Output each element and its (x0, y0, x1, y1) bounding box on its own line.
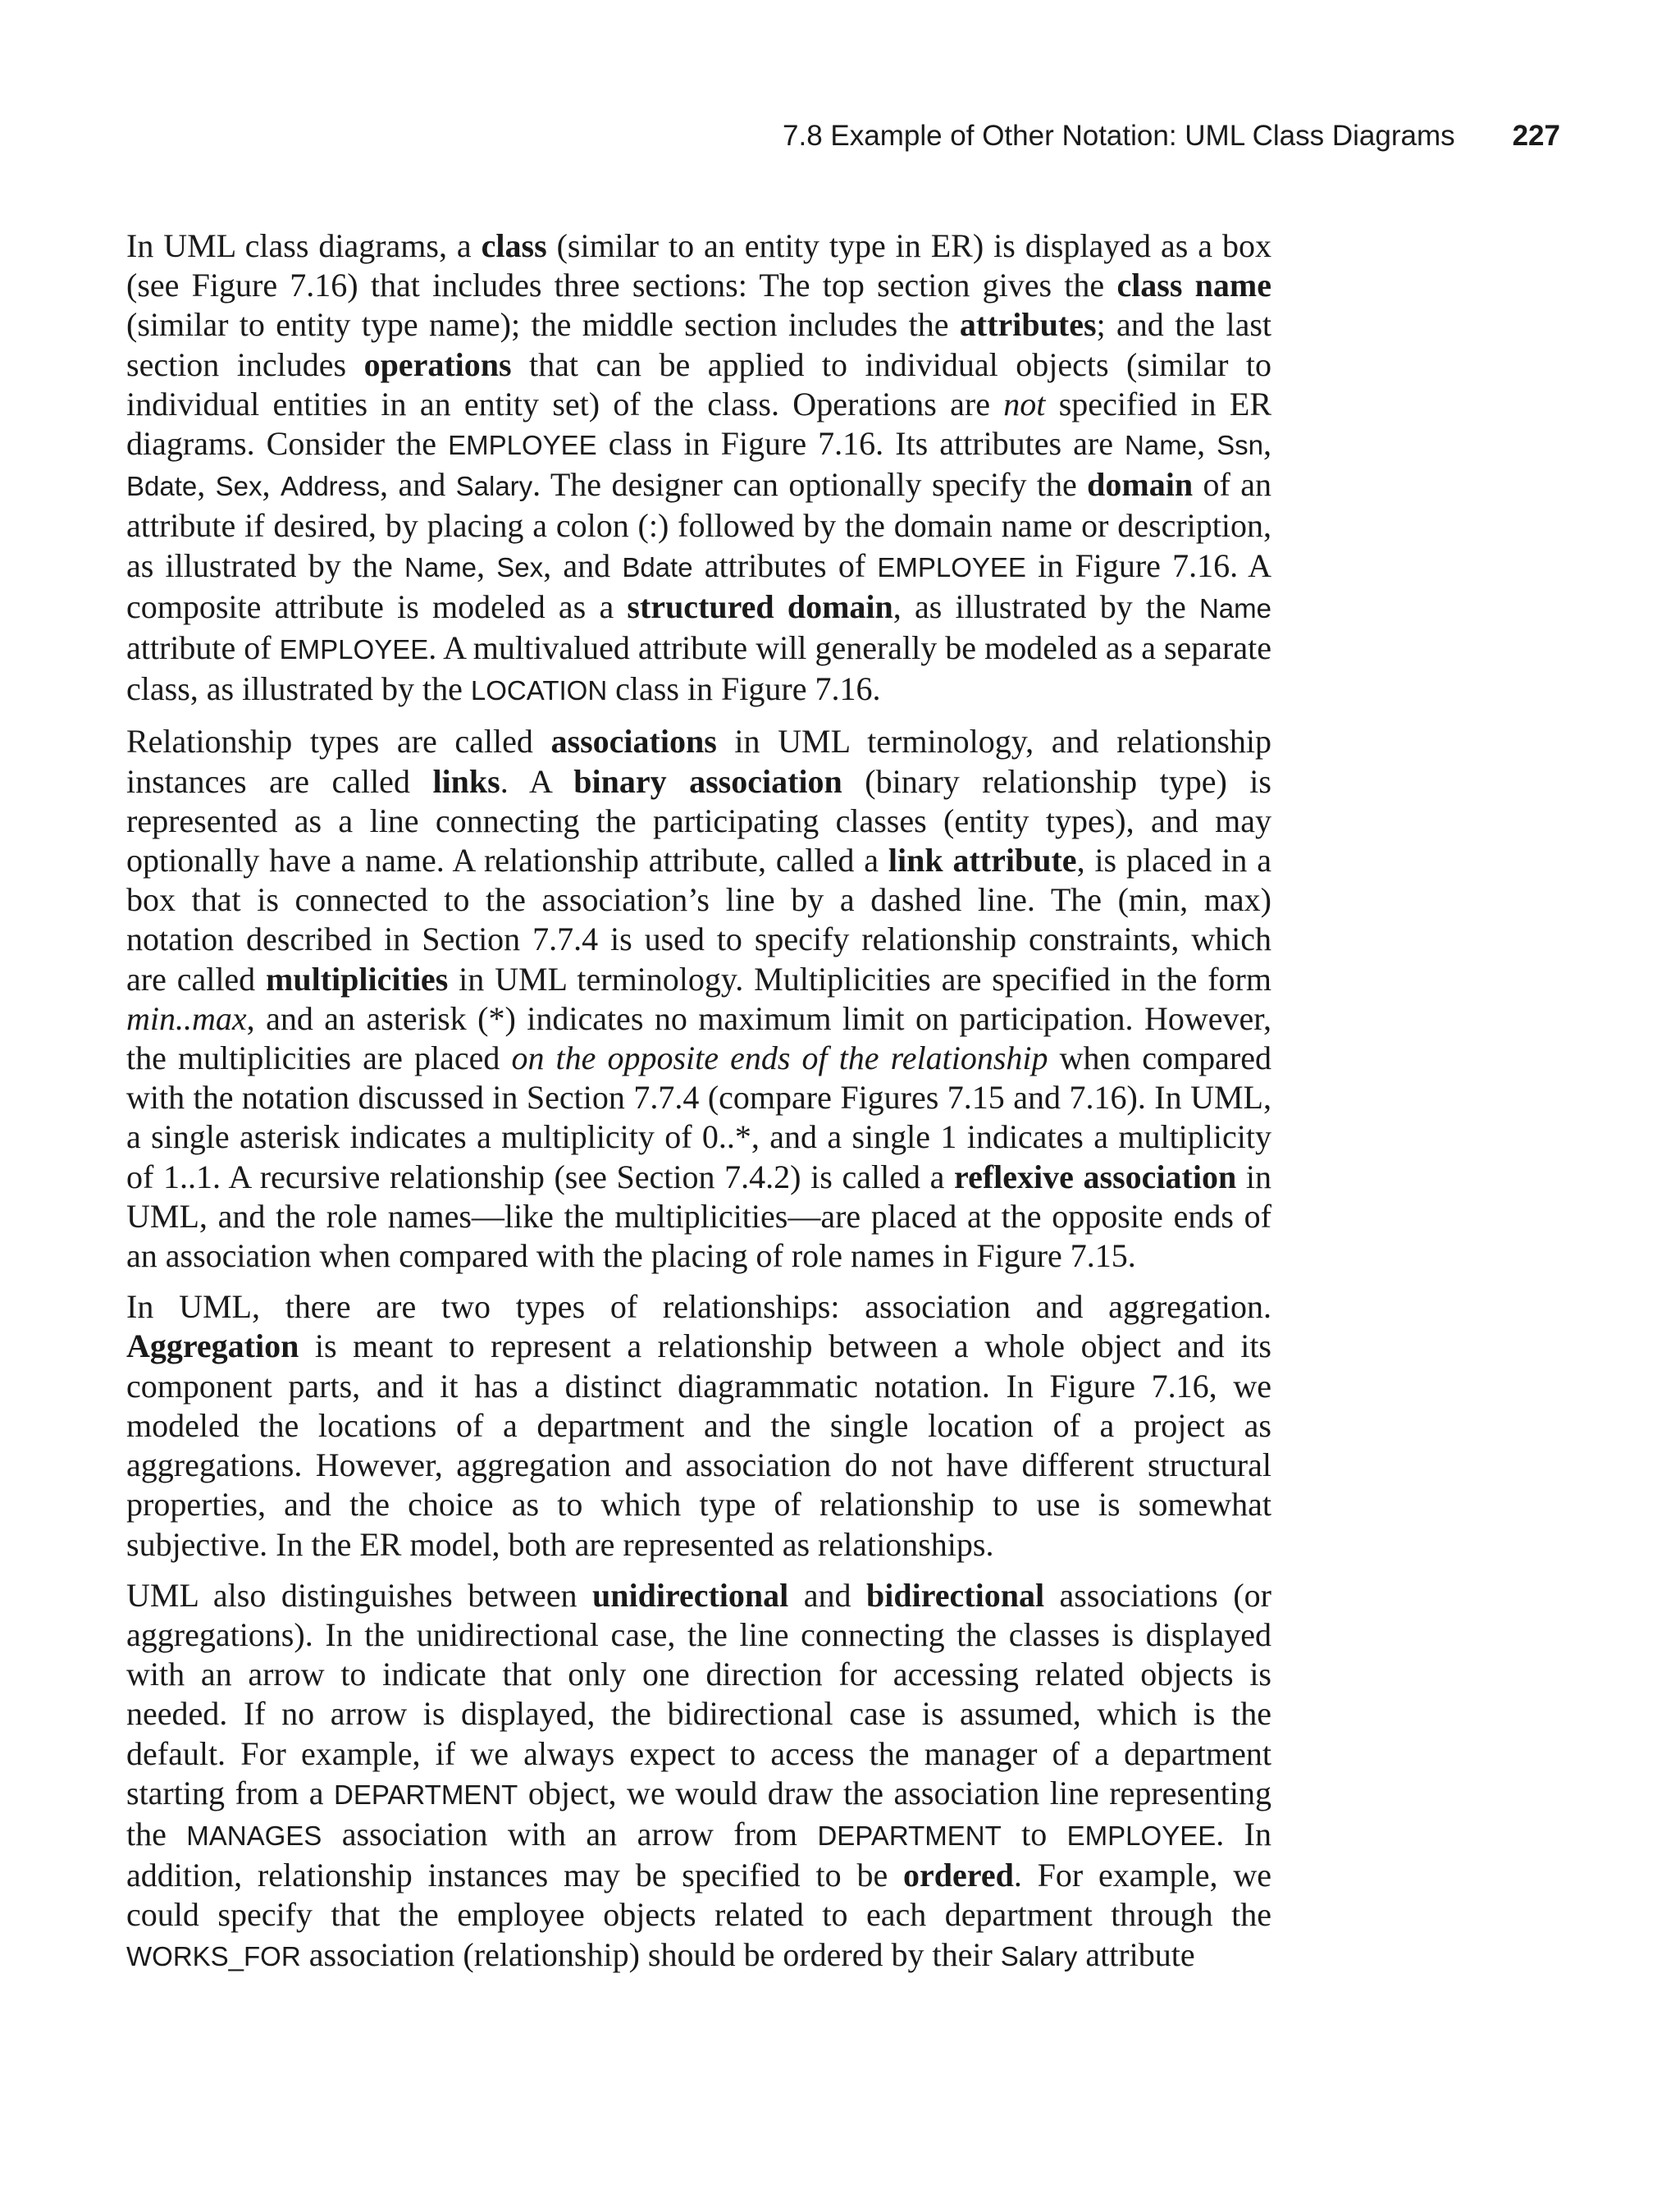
sans-term: Salary (1000, 1940, 1078, 1971)
bold-term: links (432, 762, 500, 800)
text-run: UML also distinguishes between (126, 1576, 592, 1614)
text-run: attribute (1077, 1935, 1195, 1973)
italic-text: min..max (126, 999, 247, 1037)
bold-term: operations (363, 345, 512, 383)
section-title: 7.8 Example of Other Notation: UML Class Diagrams (783, 120, 1455, 152)
body-text (126, 226, 1271, 1988)
sans-term: DEPARTMENT (817, 1820, 1002, 1851)
text-run: , is placed in a box that is connected to the association’s line by a dashed line. The (min, max) notation described in Section 7.7.4 is used to specify relationship constraints, which are called (126, 842, 1272, 998)
text-run: , (1263, 425, 1272, 463)
sans-term: EMPLOYEE (1066, 1820, 1217, 1851)
paragraph-directionality (126, 1576, 1271, 1976)
sans-term: Name (1198, 592, 1271, 624)
paragraph-associations (126, 722, 1271, 1276)
sans-term: Address (280, 471, 381, 502)
text-run: , (1197, 425, 1217, 463)
text-run: In UML class diagrams, a (126, 227, 482, 264)
bold-term: reflexive association (954, 1158, 1237, 1195)
text-run: In UML, there are two types of relationships: association and aggregation. (126, 1288, 1271, 1326)
text-run: . A (500, 762, 574, 800)
text-run: , (262, 466, 281, 504)
text-run: . In addition, relationship instances may be specified to be (126, 1815, 1271, 1894)
text-run: specified in ER diagrams. Consider the (126, 385, 1271, 463)
text-run: (similar to an entity type in ER) is displayed as a box (see Figure 7.16) that includes three sections: The top section gives the (126, 227, 1272, 304)
sans-term: MANAGES (186, 1820, 322, 1851)
text-run: object, we would draw the association line representing the (126, 1774, 1271, 1853)
sans-term: EMPLOYEE (279, 634, 429, 665)
sans-term: EMPLOYEE (448, 430, 597, 461)
text-run: , and (543, 546, 623, 584)
bold-term: attributes (959, 306, 1097, 344)
text-run: association with an arrow from (322, 1815, 818, 1853)
bold-term: multiplicities (266, 960, 449, 998)
bold-term: domain (1087, 466, 1194, 504)
sans-term: Name (1125, 430, 1198, 461)
sans-term: Name (404, 551, 477, 582)
paragraph-aggregation (126, 1287, 1271, 1564)
text-run: of an attribute if desired, by placing a colon (:) followed by the domain name or description, as illustrated by the (126, 466, 1272, 584)
text-run: Relationship types are called (126, 723, 551, 761)
sans-term: Sex (215, 471, 262, 502)
text-run: (binary relationship type) is represented as a line connecting the participating classes (entity types), and may optionally have a name. A relationship attribute, called a (126, 762, 1271, 879)
text-run: . A multivalued attribute will generally be modeled as a separate class, as illustrated by the (126, 629, 1271, 708)
text-run: is meant to represent a relationship between a whole object and its component parts, and it has a distinct diagrammatic notation. In Figure 7.16, we modeled the locations of a department and the single location of a project as aggregations. However, aggregation and association do not have different structural properties, and the choice as to which type of relationship to use is somewhat subjective. In the ER model, both are represented as relationships. (126, 1327, 1271, 1563)
sans-term: LOCATION (470, 675, 608, 706)
bold-term: Aggregation (126, 1327, 299, 1365)
bold-term: binary association (573, 762, 842, 800)
text-run: associations (or aggregations). In the unidirectional case, the line connecting the classes is displayed with an arrow to indicate that only one direction for accessing related objects is needed. If no arrow is displayed, the bidirectional case is assumed, which is the default. For example, if we always expect to access the manager of a department starting from a (126, 1576, 1271, 1811)
text-run: , as illustrated by the (892, 587, 1199, 625)
text-run: in UML terminology. Multiplicities are specified in the form (448, 960, 1271, 998)
bold-term: unidirectional (591, 1576, 789, 1614)
text-run: . For example, we could specify that the employee objects related to each department through the (126, 1857, 1271, 1934)
text-run: in UML, and the role names—like the multiplicities—are placed at the opposite ends of an association when compared with the placing of role names in Figure 7.15. (126, 1158, 1272, 1275)
bold-term: class (481, 227, 547, 264)
text-run: in UML terminology, and relationship instances are called (126, 723, 1271, 800)
text-run: (similar to entity type name); the middle section includes the (126, 306, 960, 344)
bold-term: bidirectional (866, 1576, 1045, 1614)
text-run: association (relationship) should be ordered by their (300, 1935, 1001, 1973)
text-run: . The designer can optionally specify the (532, 466, 1088, 504)
bold-term: link attribute (888, 842, 1077, 879)
text-run: ; and the last section includes (126, 306, 1272, 383)
text-run: to (1001, 1815, 1067, 1853)
text-run: , and an asterisk (*) indicates no maximum limit on participation. However, the multiplicities are placed (126, 999, 1271, 1077)
text-run: , and (380, 466, 456, 504)
text-run: that can be applied to individual objects (similar to individual entities in an entity set) of the class. Operations are (126, 345, 1271, 423)
sans-term: EMPLOYEE (877, 551, 1026, 582)
italic-text: on the opposite ends of the relationship (511, 1039, 1048, 1077)
paragraph-uml-classes (126, 226, 1271, 710)
sans-term: Bdate (622, 551, 693, 582)
bold-term: ordered (903, 1857, 1014, 1894)
text-run: in Figure 7.16. A composite attribute is modeled as a (126, 546, 1272, 625)
sans-term: WORKS_FOR (126, 1940, 301, 1971)
bold-term: structured domain (627, 587, 893, 625)
page-number: 227 (1512, 120, 1560, 152)
text-run: , (197, 466, 216, 504)
text-run: attributes of (692, 546, 878, 584)
text-run: and (788, 1576, 866, 1614)
sans-term: Bdate (126, 471, 198, 502)
bold-term: class name (1116, 267, 1271, 304)
italic-text: not (1003, 385, 1046, 423)
sans-term: Salary (455, 471, 533, 502)
text-run: attribute of (126, 629, 280, 667)
sans-term: DEPARTMENT (334, 1779, 518, 1810)
sans-term: Ssn (1217, 430, 1264, 461)
running-header (123, 120, 1560, 153)
text-run: when compared with the notation discussed in Section 7.7.4 (compare Figures 7.15 and 7.16). In UML, a single asterisk indicates a multiplicity of 0..*, and a single 1 indicates a multiplicity of 1..1. A recursive relationship (see Section 7.4.2) is called a (126, 1039, 1271, 1195)
text-run: class in Figure 7.16. Its attributes are (596, 425, 1125, 463)
sans-term: Sex (496, 551, 544, 582)
text-run: , (477, 546, 497, 584)
text-run: class in Figure 7.16. (607, 670, 881, 708)
bold-term: associations (550, 723, 717, 761)
